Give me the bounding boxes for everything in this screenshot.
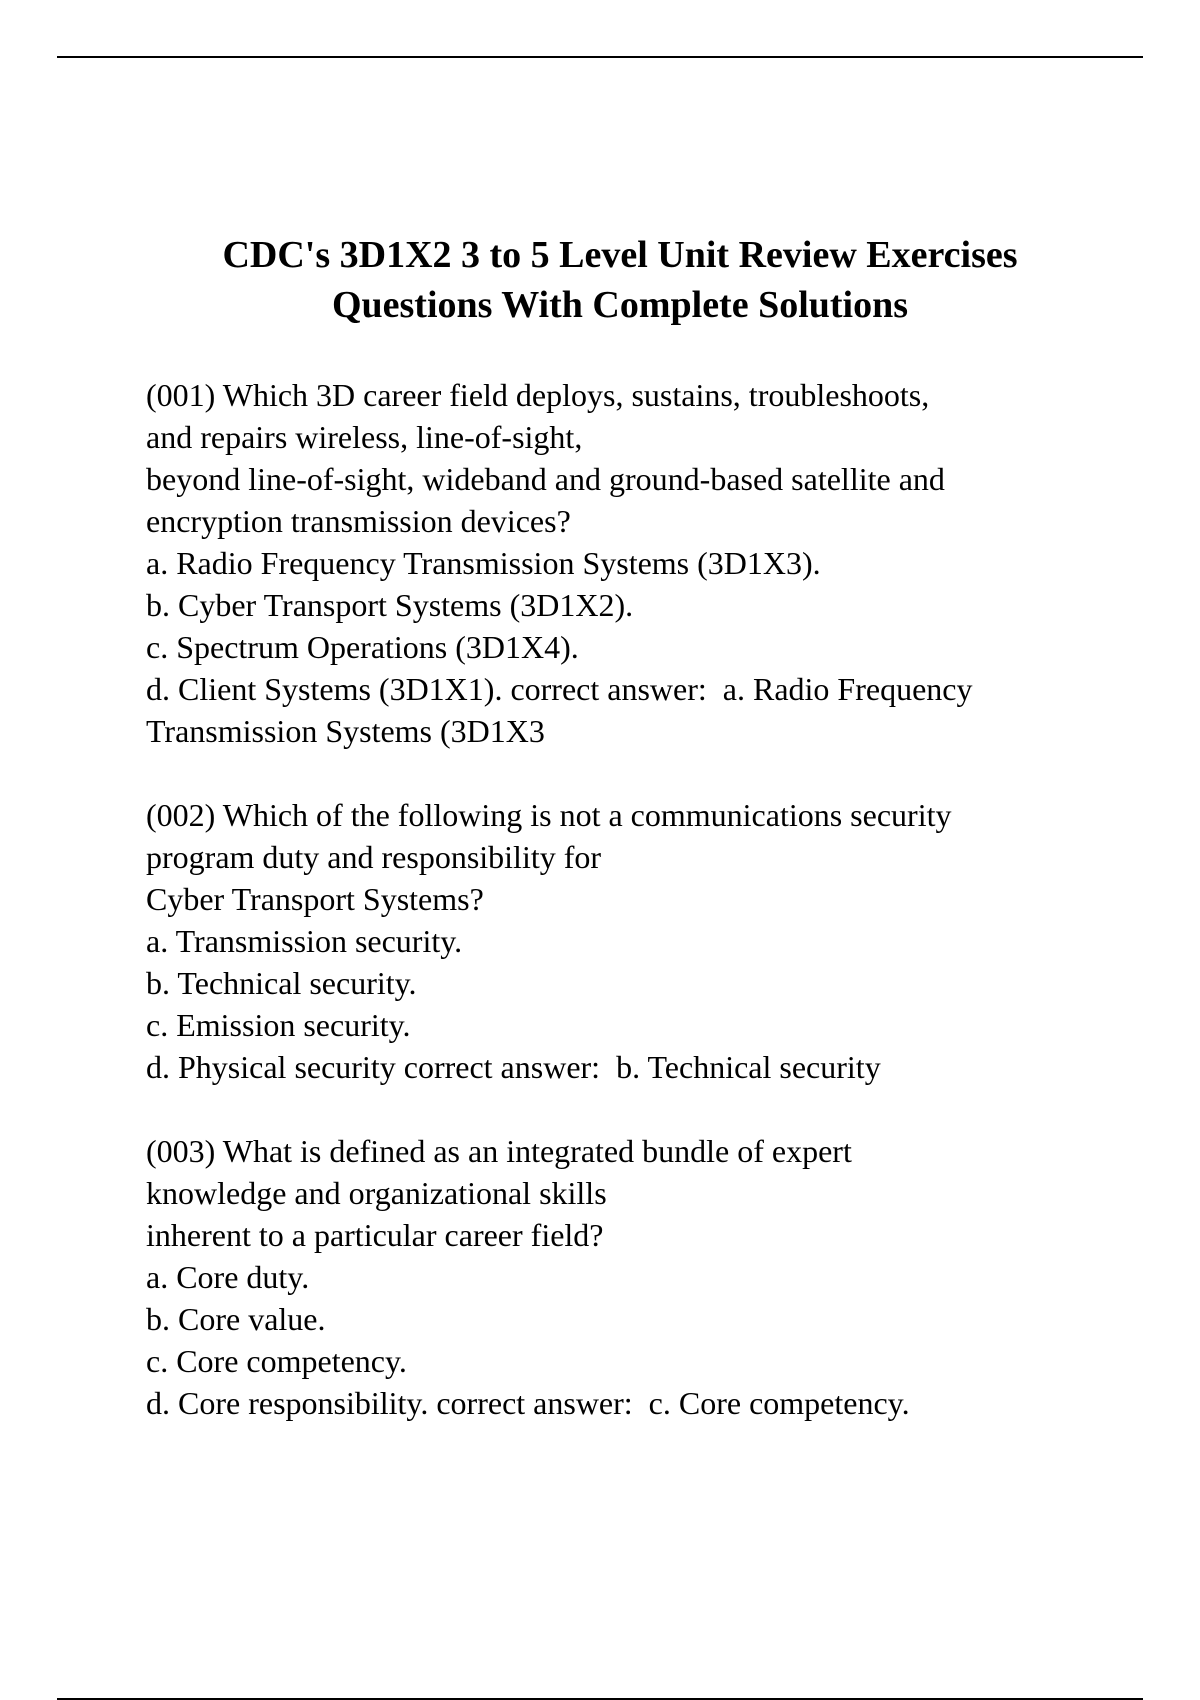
- document-title-line-1: CDC's 3D1X2 3 to 5 Level Unit Review Exercises: [222, 234, 1018, 276]
- document-title: [100, 230, 1140, 330]
- answer-option-with-correct-answer: d. Core responsibility. correct answer: c. Core competency.: [146, 1385, 910, 1421]
- answer-option: a. Transmission security.: [146, 923, 463, 959]
- answer-option-with-correct-answer: d. Physical security correct answer: b. Technical security: [146, 1049, 881, 1085]
- question-line: inherent to a particular career field?: [146, 1217, 604, 1253]
- question-003: [146, 1130, 1146, 1424]
- question-line: encryption transmission devices?: [146, 503, 571, 539]
- question-001: [146, 374, 1146, 752]
- answer-option: b. Technical security.: [146, 965, 417, 1001]
- answer-option: a. Core duty.: [146, 1259, 310, 1295]
- answer-option: b. Core value.: [146, 1301, 326, 1337]
- question-line: Cyber Transport Systems?: [146, 881, 484, 917]
- question-line: program duty and responsibility for: [146, 839, 602, 875]
- answer-option: c. Emission security.: [146, 1007, 411, 1043]
- document-title-line-2: Questions With Complete Solutions: [331, 284, 909, 326]
- correct-answer-continuation: Transmission Systems (3D1X3: [146, 713, 545, 749]
- answer-option: c. Core competency.: [146, 1343, 407, 1379]
- header-rule: [57, 56, 1143, 58]
- question-line: beyond line-of-sight, wideband and ground-based satellite and: [146, 461, 945, 497]
- answer-option: b. Cyber Transport Systems (3D1X2).: [146, 587, 634, 623]
- question-002: [146, 794, 1146, 1088]
- answer-option: a. Radio Frequency Transmission Systems (3D1X3).: [146, 545, 821, 581]
- answer-option: c. Spectrum Operations (3D1X4).: [146, 629, 579, 665]
- question-line: (003) What is defined as an integrated bundle of expert: [146, 1133, 852, 1169]
- question-line: and repairs wireless, line-of-sight,: [146, 419, 583, 455]
- question-list: [146, 374, 1146, 1466]
- question-line: (001) Which 3D career field deploys, sustains, troubleshoots,: [146, 377, 930, 413]
- question-line: knowledge and organizational skills: [146, 1175, 607, 1211]
- question-line: (002) Which of the following is not a communications security: [146, 797, 952, 833]
- answer-option-with-correct-answer: d. Client Systems (3D1X1). correct answer: a. Radio Frequency: [146, 671, 973, 707]
